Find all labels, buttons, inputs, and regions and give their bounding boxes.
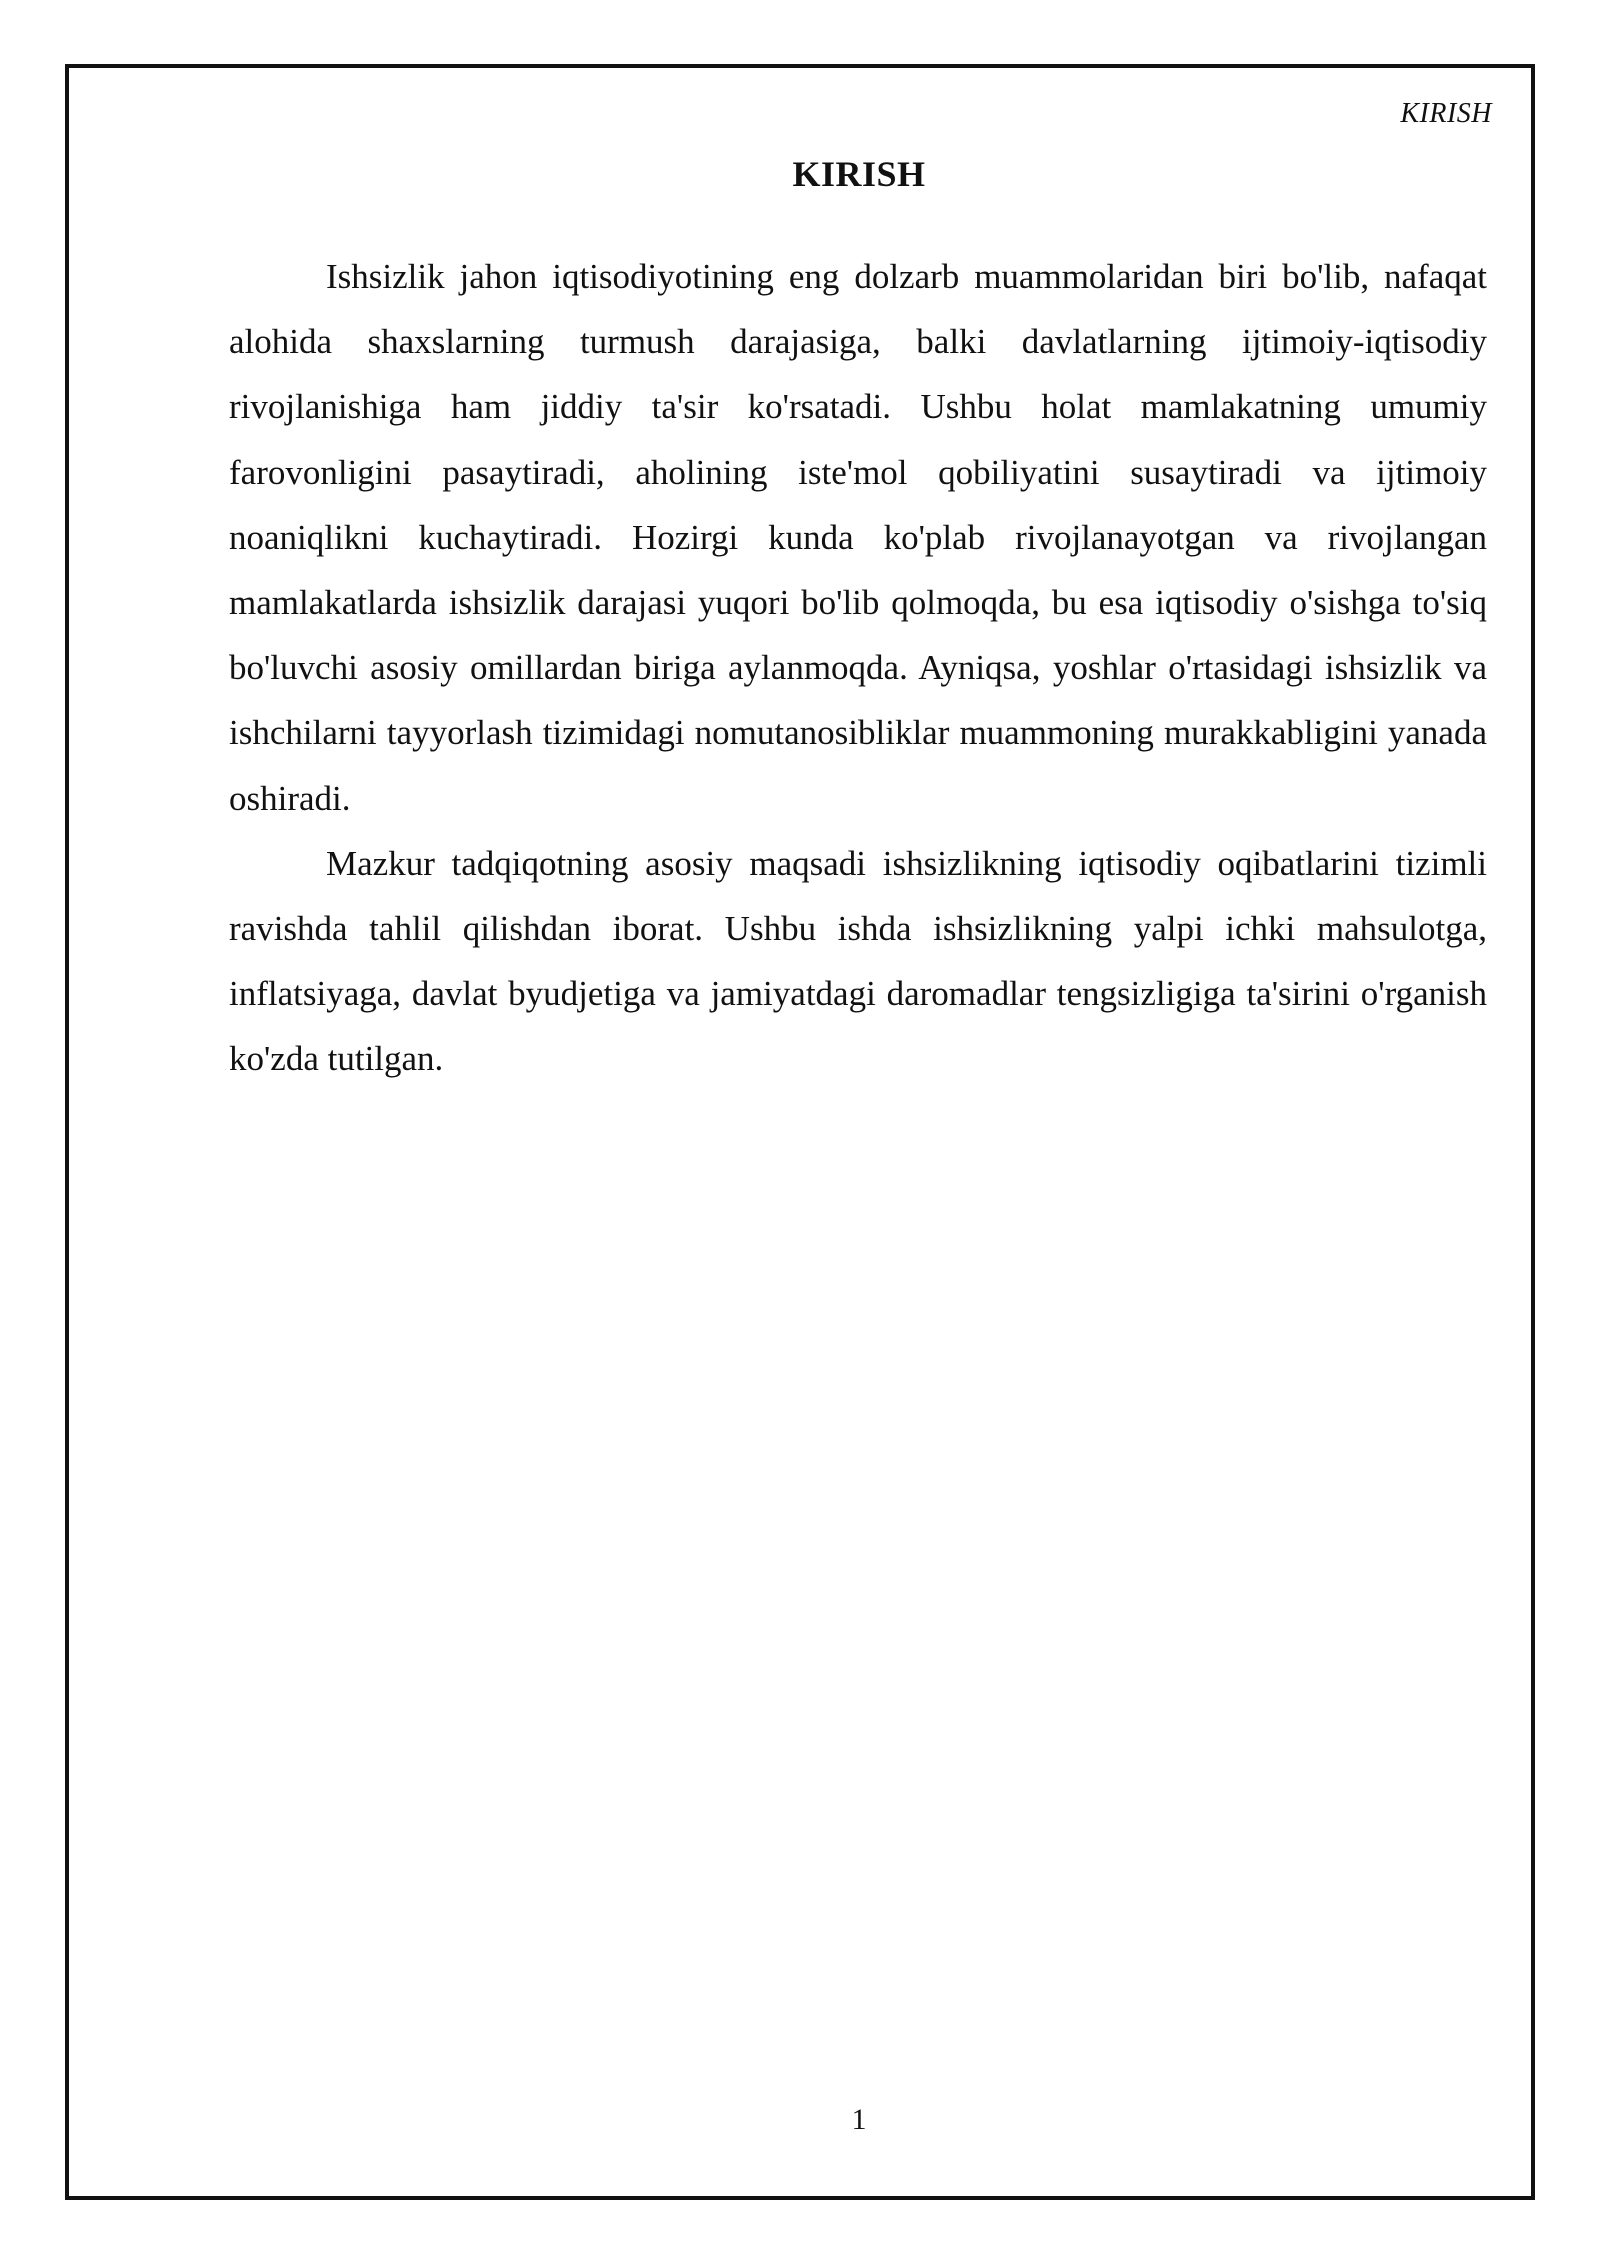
paragraph-1: Ishsizlik jahon iqtisodiyotining eng dolzarb muammolaridan biri bo'lib, nafaqat alohida shaxslarning turmush darajasiga, balki davlatlarning ijtimoiy-iqtisodiy rivojlanishiga ham jiddiy ta'sir ko'rsatadi. Ushbu holat mamlakatning umumiy farovonligini pasaytiradi, aholining iste'mol qobiliyatini susaytiradi va ijtimoiy noaniqlikni kuchaytiradi. Hozirgi kunda ko'plab rivojlanayotgan va rivojlangan mamlakatlarda ishsizlik darajasi yuqori bo'lib qolmoqda, bu esa iqtisodiy o'sishga to'siq bo'luvchi asosiy omillardan biriga aylanmoqda. Ayniqsa, yoshlar o'rtasidagi ishsizlik va ishchilarni tayyorlash tizimidagi nomutanosibliklar muammoning murakkabligini yanada oshiradi. (229, 257, 1487, 818)
running-header: KIRISH (1400, 98, 1492, 129)
page-title: KIRISH (792, 154, 926, 194)
paragraph-2: Mazkur tadqiqotning asosiy maqsadi ishsizlikning iqtisodiy oqibatlarini tizimli ravishda tahlil qilishdan iborat. Ushbu ishda ishsizlikning yalpi ichki mahsulotga, inflatsiyaga, davlat byudjetiga va jamiyatdagi daromadlar tengsizligiga ta'sirini o'rganish ko'zda tutilgan. (229, 843, 1487, 1079)
document-body (229, 244, 1487, 1092)
page-number: 1 (851, 2103, 867, 2136)
